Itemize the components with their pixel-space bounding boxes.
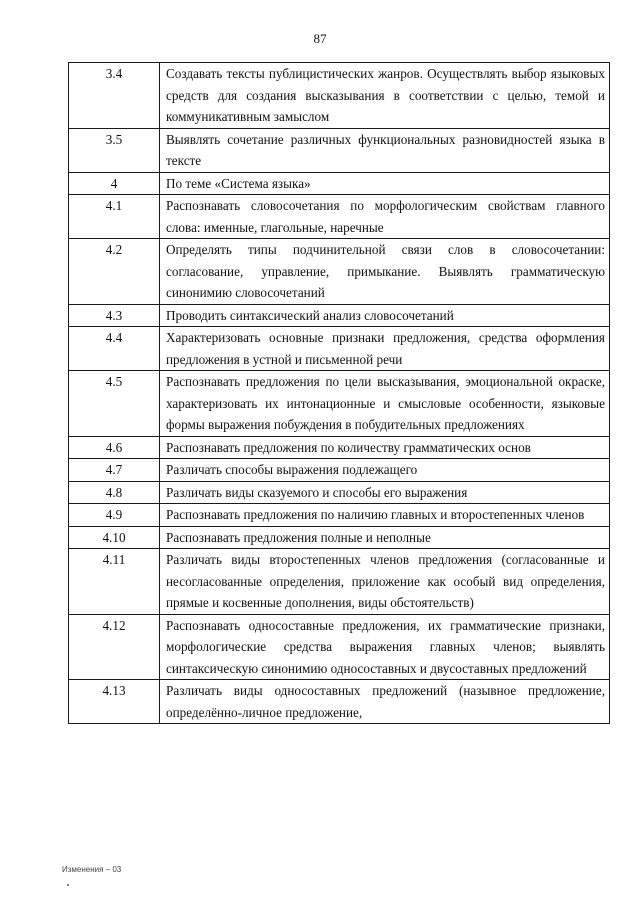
row-code: 4 (69, 172, 160, 195)
row-text: Различать способы выражения подлежащего (160, 459, 610, 482)
table-row (69, 304, 610, 327)
row-text: Распознавать предложения по наличию главных и второстепенных членов (160, 504, 610, 527)
row-text: Проводить синтаксический анализ словосочетаний (160, 304, 610, 327)
table-row (69, 504, 610, 527)
row-text: Распознавать односоставные предложения, их грамматические признаки, морфологические средства выражения главных членов; выявлять синтаксическую синонимию односоставных и двусоставных предложений (160, 614, 610, 680)
row-text: Распознавать предложения по количеству грамматических основ (160, 436, 610, 459)
row-text: Характеризовать основные признаки предложения, средства оформления предложения в устной и письменной речи (160, 327, 610, 371)
row-text: Создавать тексты публицистических жанров. Осуществлять выбор языковых средств для создания высказывания в соответствии с целью, темой и коммуникативным замыслом (160, 63, 610, 129)
table-row (69, 128, 610, 172)
table-row (69, 327, 610, 371)
row-text: Различать виды сказуемого и способы его выражения (160, 481, 610, 504)
row-code: 4.11 (69, 549, 160, 615)
table-row (69, 436, 610, 459)
table-row (69, 459, 610, 482)
row-text: Различать виды второстепенных членов предложения (согласованные и несогласованные определения, приложение как особый вид определения, прямые и косвенные дополнения, виды обстоятельств) (160, 549, 610, 615)
row-text: Определять типы подчинительной связи слов в словосочетании: согласование, управление, примыкание. Выявлять грамматическую синонимию словосочетаний (160, 239, 610, 305)
row-text: Распознавать предложения по цели высказывания, эмоциональной окраске, характеризовать их интонационные и смысловые особенности, языковые формы выражения побуждения в побудительных предложениях (160, 371, 610, 437)
requirements-table (68, 62, 610, 724)
row-code: 3.5 (69, 128, 160, 172)
row-code: 4.12 (69, 614, 160, 680)
row-code: 4.9 (69, 504, 160, 527)
row-code: 4.7 (69, 459, 160, 482)
table-row (69, 481, 610, 504)
table-row (69, 239, 610, 305)
row-code: 4.5 (69, 371, 160, 437)
table-row (69, 614, 610, 680)
row-code: 4.4 (69, 327, 160, 371)
table-row (69, 526, 610, 549)
footer-revision: Изменения – 03 (62, 865, 122, 874)
row-code: 4.10 (69, 526, 160, 549)
row-text: Выявлять сочетание различных функциональных разновидностей языка в тексте (160, 128, 610, 172)
row-code: 3.4 (69, 63, 160, 129)
scan-speck (67, 884, 69, 886)
table-row (69, 549, 610, 615)
table-row (69, 63, 610, 129)
row-text: Различать виды односоставных предложений (назывное предложение, определённо-личное предложение, (160, 680, 610, 724)
row-code: 4.2 (69, 239, 160, 305)
page-number: 87 (313, 31, 327, 46)
table-row (69, 371, 610, 437)
row-text: Распознавать предложения полные и неполные (160, 526, 610, 549)
row-text: По теме «Система языка» (160, 172, 610, 195)
row-code: 4.1 (69, 195, 160, 239)
table-row (69, 195, 610, 239)
row-code: 4.13 (69, 680, 160, 724)
row-text: Распознавать словосочетания по морфологическим свойствам главного слова: именные, глагольные, наречные (160, 195, 610, 239)
row-code: 4.3 (69, 304, 160, 327)
table-row (69, 680, 610, 724)
row-code: 4.6 (69, 436, 160, 459)
table-row (69, 172, 610, 195)
row-code: 4.8 (69, 481, 160, 504)
